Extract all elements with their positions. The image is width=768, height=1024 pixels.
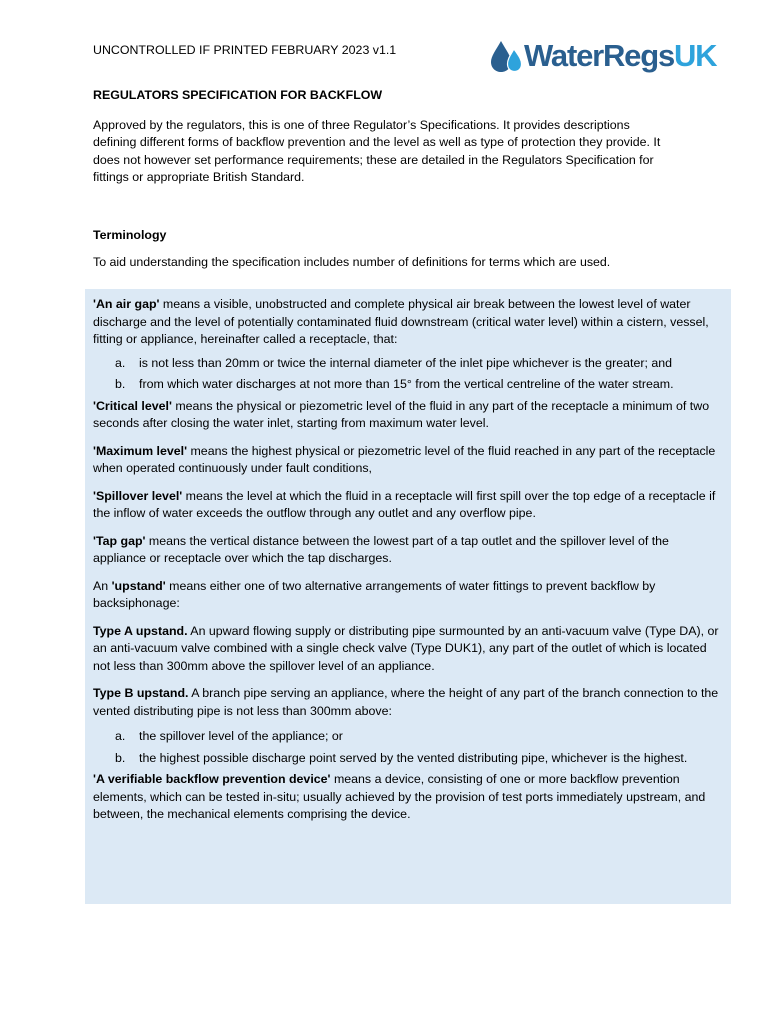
definition-text: means a device, consisting of one or more backflow prevention elements, which can be tested in-situ; usually achieved by the provision of test ports immediately upstream, and between, the mechanical elements comprising the device. xyxy=(93,772,706,821)
logo-text-uk: UK xyxy=(673,38,717,73)
term-verifiable-device: 'A verifiable backflow prevention device' xyxy=(93,772,331,786)
list-marker: b. xyxy=(115,377,126,391)
list-marker: a. xyxy=(115,729,126,743)
term-type-b-upstand: Type B upstand. xyxy=(93,686,189,700)
definition-air-gap xyxy=(93,296,723,349)
definition-text: means the highest physical or piezometric level of the fluid reached in any part of the receptacle when operated continuously under fault conditions, xyxy=(93,443,716,475)
list-marker: a. xyxy=(115,355,126,370)
definition-text: A branch pipe serving an appliance, where the height of any part of the branch connection to the vented distributing pipe is not less than 300mm above: xyxy=(93,686,719,718)
terminology-intro: To aid understanding the specification includes number of definitions for terms which are used. xyxy=(93,255,611,269)
term-air-gap: 'An air gap' xyxy=(93,297,160,311)
logo-text-waterregs: WaterRegs xyxy=(524,38,674,73)
term-upstand: 'upstand' xyxy=(111,578,166,593)
list-item-text: is not less than 20mm or twice the internal diameter of the inlet pipe whichever is the greater; and xyxy=(139,355,673,370)
definition-critical-level xyxy=(93,398,723,433)
definition-spillover-level xyxy=(93,488,723,523)
list-item xyxy=(93,376,723,394)
definition-tap-gap xyxy=(93,533,723,568)
term-critical-level: 'Critical level' xyxy=(93,398,172,413)
waterregs-logo xyxy=(490,36,716,76)
definition-type-b-upstand xyxy=(93,685,723,720)
definition-prefix: An xyxy=(93,578,112,593)
list-item xyxy=(93,355,723,373)
term-tap-gap: 'Tap gap' xyxy=(93,533,146,548)
list-item-text: the spillover level of the appliance; or xyxy=(139,729,343,743)
definition-text: means the physical or piezometric level of the fluid in any part of the receptacle a minimum of two seconds after closing the water inlet, starting from maximum water level. xyxy=(93,398,710,430)
terminology-heading: Terminology xyxy=(93,227,167,242)
term-type-a-upstand: Type A upstand. xyxy=(93,623,188,638)
term-maximum-level: 'Maximum level' xyxy=(93,443,188,458)
control-notice: UNCONTROLLED IF PRINTED FEBRUARY 2023 v1.1 xyxy=(93,43,397,57)
list-item xyxy=(93,750,723,768)
list-item-text: from which water discharges at not more than 15° from the vertical centreline of the water stream. xyxy=(139,377,674,391)
definition-text: means the vertical distance between the lowest part of a tap outlet and the spillover level of the appliance or receptacle over which the tap discharges. xyxy=(93,533,669,565)
logo-wordmark xyxy=(524,36,716,76)
type-b-conditions-list xyxy=(93,728,723,767)
document-body xyxy=(93,87,673,272)
definitions-box xyxy=(85,289,731,904)
list-item xyxy=(93,728,723,746)
water-drops-icon xyxy=(490,37,524,75)
intro-paragraph: Approved by the regulators, this is one of three Regulator’s Specifications. It provides descriptions defining different forms of backflow prevention and the level as well as type of protection they provide. It does not however set performance requirements; these are detailed in the Regulators Specification for fittings or appropriate British Standard. xyxy=(93,117,661,184)
definition-text: An upward flowing supply or distributing pipe surmounted by an anti-vacuum valve (Type DA), or an anti-vacuum valve combined with a single check valve (Type DUK1), any part of the outlet of which is located not less than 300mm above the spillover level of an appliance. xyxy=(93,623,719,673)
air-gap-conditions-list xyxy=(93,355,723,394)
definition-text: means a visible, unobstructed and complete physical air break between the lowest level of water discharge and the level of potentially contaminated fluid downstream (critical water level) within a cistern, vessel, fitting or appliance, hereinafter called a receptacle, that: xyxy=(93,297,709,346)
document-title: REGULATORS SPECIFICATION FOR BACKFLOW xyxy=(93,88,383,102)
definition-text: means either one of two alternative arrangements of water fittings to prevent backflow by backsiphonage: xyxy=(93,578,656,610)
list-item-text: the highest possible discharge point served by the vented distributing pipe, whichever is the highest. xyxy=(139,750,688,765)
list-marker: b. xyxy=(115,750,126,765)
definition-maximum-level xyxy=(93,443,723,478)
term-spillover-level: 'Spillover level' xyxy=(93,488,183,503)
definition-verifiable-device xyxy=(93,771,723,824)
definition-text: means the level at which the fluid in a receptacle will first spill over the top edge of a receptacle if the inflow of water exceeds the outflow through any outlet and any overflow pipe. xyxy=(93,488,716,520)
definition-type-a-upstand xyxy=(93,623,723,676)
definition-upstand xyxy=(93,578,723,613)
